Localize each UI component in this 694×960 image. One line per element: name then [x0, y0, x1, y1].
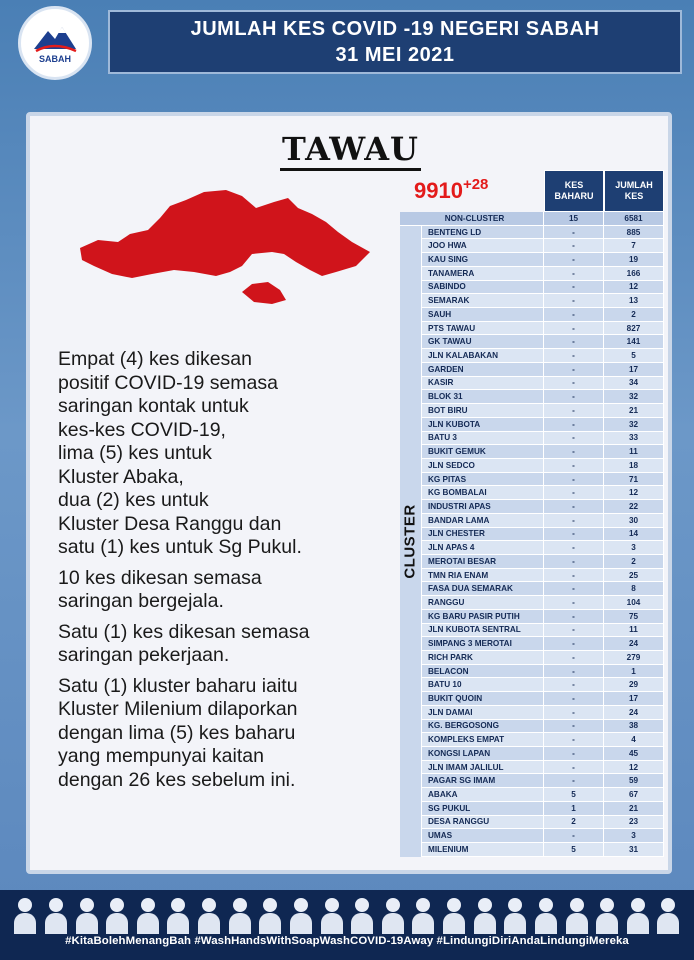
desc-line: Satu (1) kluster baharu iaitu	[58, 674, 298, 697]
table-row	[422, 239, 664, 253]
row-new: 1	[544, 802, 604, 816]
desc-line: dengan 26 kes sebelum ini.	[58, 768, 296, 791]
row-name: KG BARU PASIR PUTIH	[422, 610, 544, 624]
table-row	[422, 665, 664, 679]
table-row	[422, 349, 664, 363]
row-new: -	[544, 541, 604, 555]
row-total: 21	[604, 404, 664, 418]
row-total: 2	[604, 308, 664, 322]
row-total: 32	[604, 390, 664, 404]
row-total: 17	[604, 363, 664, 377]
row-name: KG PITAS	[422, 473, 544, 487]
row-name: SAUH	[422, 308, 544, 322]
cluster-rows	[400, 226, 664, 857]
row-new: -	[544, 582, 604, 596]
row-name: JLN KUBOTA SENTRAL	[422, 624, 544, 638]
row-total: 5	[604, 349, 664, 363]
row-new: -	[544, 692, 604, 706]
row-name: TMN RIA ENAM	[422, 569, 544, 583]
row-total: 4	[604, 733, 664, 747]
row-name: KG BOMBALAI	[422, 486, 544, 500]
row-new: -	[544, 473, 604, 487]
row-new: -	[544, 651, 604, 665]
row-name: FASA DUA SEMARAK	[422, 582, 544, 596]
table-row	[422, 404, 664, 418]
row-name: KOMPLEKS EMPAT	[422, 733, 544, 747]
person-icon	[412, 898, 434, 934]
row-new: -	[544, 404, 604, 418]
row-name: PAGAR SG IMAM	[422, 774, 544, 788]
desc-line: kes-kes COVID-19,	[58, 418, 226, 441]
row-name: BUKIT QUOIN	[422, 692, 544, 706]
desc-line: Kluster Abaka,	[58, 465, 184, 488]
row-total: 71	[604, 473, 664, 487]
row-total: 885	[604, 226, 664, 240]
row-total: 12	[604, 486, 664, 500]
row-total: 3	[604, 541, 664, 555]
row-total: 24	[604, 637, 664, 651]
row-total: 8	[604, 582, 664, 596]
person-icon	[321, 898, 343, 934]
table-row	[422, 322, 664, 336]
row-name: JLN CHESTER	[422, 528, 544, 542]
row-name: PTS TAWAU	[422, 322, 544, 336]
desc-line: Kluster Desa Ranggu dan	[58, 512, 282, 535]
row-total: 67	[604, 788, 664, 802]
desc-line: saringan pekerjaan.	[58, 644, 230, 666]
person-icon	[137, 898, 159, 934]
row-new: -	[544, 761, 604, 775]
table-row	[422, 253, 664, 267]
row-new: -	[544, 720, 604, 734]
person-icon	[290, 898, 312, 934]
row-name: JOO HWA	[422, 239, 544, 253]
row-name: GARDEN	[422, 363, 544, 377]
row-new: -	[544, 596, 604, 610]
table-row	[422, 802, 664, 816]
logo-text: SABAH	[38, 53, 71, 64]
row-new: -	[544, 239, 604, 253]
row-total: 21	[604, 802, 664, 816]
description-paragraph	[58, 621, 388, 668]
row-name: BANDAR LAMA	[422, 514, 544, 528]
person-icon	[535, 898, 557, 934]
row-total: 30	[604, 514, 664, 528]
row-name: JLN IMAM JALILUL	[422, 761, 544, 775]
row-new: -	[544, 459, 604, 473]
row-name: DESA RANGGU	[422, 816, 544, 830]
table-row	[422, 624, 664, 638]
row-name: BUKIT GEMUK	[422, 445, 544, 459]
table-row	[422, 651, 664, 665]
row-new: -	[544, 363, 604, 377]
table-row	[422, 432, 664, 446]
table-row	[422, 747, 664, 761]
row-total: 59	[604, 774, 664, 788]
row-name: TANAMERA	[422, 267, 544, 281]
hashtags: #KitaBolehMenangBah #WashHandsWithSoapWashCOVID-19Away #LindungiDiriAndaLindungiMereka	[65, 935, 629, 947]
table-row	[422, 377, 664, 391]
row-name: KONGSI LAPAN	[422, 747, 544, 761]
person-icon	[504, 898, 526, 934]
table-row	[422, 596, 664, 610]
row-total: 32	[604, 418, 664, 432]
desc-line: Kluster Milenium dilaporkan	[58, 698, 298, 720]
table-row	[422, 569, 664, 583]
row-name: BATU 10	[422, 678, 544, 692]
desc-line: yang mempunyai kaitan	[58, 745, 264, 767]
row-new: -	[544, 486, 604, 500]
row-total: 2	[604, 555, 664, 569]
row-new: 5	[544, 843, 604, 857]
table-row	[422, 774, 664, 788]
row-total: 11	[604, 445, 664, 459]
description	[58, 348, 388, 799]
new-cases-count: +28	[462, 176, 489, 193]
header	[108, 10, 682, 74]
row-new: -	[544, 500, 604, 514]
row-name: BENTENG LD	[422, 226, 544, 240]
row-name: SG PUKUL	[422, 802, 544, 816]
row-name: RANGGU	[422, 596, 544, 610]
people-row	[10, 894, 684, 934]
row-new: -	[544, 569, 604, 583]
cluster-label	[400, 226, 422, 857]
row-total: 11	[604, 624, 664, 638]
row-total: 166	[604, 267, 664, 281]
row-total: 141	[604, 335, 664, 349]
row-new: -	[544, 445, 604, 459]
row-new: -	[544, 377, 604, 391]
row-name: ABAKA	[422, 788, 544, 802]
area-title: TAWAU	[280, 130, 421, 171]
table-row	[422, 843, 664, 857]
row-new: -	[544, 390, 604, 404]
row-new: -	[544, 528, 604, 542]
row-name: KG. BERGOSONG	[422, 720, 544, 734]
table-row	[422, 473, 664, 487]
description-paragraph	[58, 348, 388, 560]
row-total: 827	[604, 322, 664, 336]
table-row	[422, 500, 664, 514]
row-new: -	[544, 610, 604, 624]
description-paragraph	[58, 675, 388, 793]
table-row	[422, 829, 664, 843]
row-name: BATU 3	[422, 432, 544, 446]
table-row	[422, 281, 664, 295]
row-total: 18	[604, 459, 664, 473]
row-total: 25	[604, 569, 664, 583]
row-name: UMAS	[422, 829, 544, 843]
row-new: 2	[544, 816, 604, 830]
row-new: -	[544, 432, 604, 446]
row-total: 12	[604, 281, 664, 295]
table-row	[422, 610, 664, 624]
table-row	[422, 418, 664, 432]
person-icon	[474, 898, 496, 934]
person-icon	[566, 898, 588, 934]
row-name: JLN SEDCO	[422, 459, 544, 473]
row-name: KASIR	[422, 377, 544, 391]
table-row	[422, 555, 664, 569]
table-row	[422, 294, 664, 308]
row-new: -	[544, 706, 604, 720]
page-title: JUMLAH KES COVID -19 NEGERI SABAH	[190, 18, 600, 40]
row-total: 1	[604, 665, 664, 679]
total-cases	[414, 176, 488, 204]
table-row	[422, 528, 664, 542]
tawau-map-icon	[74, 182, 374, 314]
table-row	[422, 733, 664, 747]
row-new: -	[544, 335, 604, 349]
row-total: 29	[604, 678, 664, 692]
cluster-label-text: CLUSTER	[402, 504, 419, 579]
row-name: JLN KUBOTA	[422, 418, 544, 432]
row-name: MEROTAI BESAR	[422, 555, 544, 569]
row-name: BLOK 31	[422, 390, 544, 404]
row-total: 34	[604, 377, 664, 391]
row-total: 23	[604, 816, 664, 830]
person-icon	[14, 898, 36, 934]
person-icon	[76, 898, 98, 934]
row-name: MILENIUM	[422, 843, 544, 857]
table-row	[422, 226, 664, 240]
desc-line: saringan kontak untuk	[58, 395, 249, 417]
table-row	[422, 788, 664, 802]
person-icon	[596, 898, 618, 934]
row-new: -	[544, 514, 604, 528]
row-new: -	[544, 637, 604, 651]
row-total: 19	[604, 253, 664, 267]
row-name: JLN KALABAKAN	[422, 349, 544, 363]
cluster-table	[400, 212, 664, 857]
table-row	[422, 363, 664, 377]
table-row	[422, 582, 664, 596]
table-row	[422, 390, 664, 404]
desc-line: satu (1) kes untuk Sg Pukul.	[58, 536, 302, 558]
row-total: 17	[604, 692, 664, 706]
row-total: 7	[604, 239, 664, 253]
row-new: -	[544, 322, 604, 336]
row-name: RICH PARK	[422, 651, 544, 665]
row-name: NON-CLUSTER	[400, 212, 544, 226]
row-new: -	[544, 665, 604, 679]
person-icon	[443, 898, 465, 934]
row-total: 45	[604, 747, 664, 761]
row-new: 15	[544, 212, 604, 226]
row-total: 38	[604, 720, 664, 734]
row-new: -	[544, 747, 604, 761]
row-total: 279	[604, 651, 664, 665]
row-total: 14	[604, 528, 664, 542]
page-date: 31 MEI 2021	[335, 44, 455, 66]
row-name: SABINDO	[422, 281, 544, 295]
person-icon	[229, 898, 251, 934]
person-icon	[106, 898, 128, 934]
table-row	[422, 459, 664, 473]
row-total: 33	[604, 432, 664, 446]
desc-line: 10 kes dikesan semasa	[58, 566, 262, 589]
description-paragraph	[58, 567, 388, 614]
header-new-cases: KES BAHARU	[544, 170, 604, 212]
row-total: 31	[604, 843, 664, 857]
row-new: -	[544, 774, 604, 788]
row-total: 3	[604, 829, 664, 843]
person-icon	[627, 898, 649, 934]
non-cluster-row	[400, 212, 664, 226]
row-name: INDUSTRI APAS	[422, 500, 544, 514]
row-new: -	[544, 226, 604, 240]
table-row	[422, 816, 664, 830]
desc-line: lima (5) kes untuk	[58, 442, 212, 464]
row-new: -	[544, 281, 604, 295]
sabah-logo	[18, 6, 92, 80]
footer-bar	[0, 890, 694, 960]
person-icon	[382, 898, 404, 934]
row-new: -	[544, 733, 604, 747]
row-new: -	[544, 418, 604, 432]
row-name: SEMARAK	[422, 294, 544, 308]
row-new: -	[544, 678, 604, 692]
row-new: 5	[544, 788, 604, 802]
row-new: -	[544, 267, 604, 281]
table-row	[422, 692, 664, 706]
row-total: 13	[604, 294, 664, 308]
person-icon	[259, 898, 281, 934]
row-total: 6581	[604, 212, 664, 226]
table-row	[422, 308, 664, 322]
row-name: BOT BIRU	[422, 404, 544, 418]
row-name: JLN APAS 4	[422, 541, 544, 555]
row-total: 104	[604, 596, 664, 610]
desc-line: Satu (1) kes dikesan semasa	[58, 620, 310, 643]
total-count: 9910	[414, 178, 463, 203]
table-row	[422, 637, 664, 651]
table-row	[422, 445, 664, 459]
table-row	[422, 720, 664, 734]
row-new: -	[544, 253, 604, 267]
table-row	[422, 706, 664, 720]
row-new: -	[544, 294, 604, 308]
row-total: 12	[604, 761, 664, 775]
table-row	[422, 267, 664, 281]
table-row	[422, 486, 664, 500]
desc-line: saringan bergejala.	[58, 590, 224, 612]
desc-line: dua (2) kes untuk	[58, 489, 209, 511]
person-icon	[657, 898, 679, 934]
person-icon	[167, 898, 189, 934]
row-name: GK TAWAU	[422, 335, 544, 349]
row-new: -	[544, 349, 604, 363]
table-row	[422, 761, 664, 775]
row-name: JLN DAMAI	[422, 706, 544, 720]
table-row	[422, 514, 664, 528]
row-total: 75	[604, 610, 664, 624]
row-name: KAU SING	[422, 253, 544, 267]
desc-line: dengan lima (5) kes baharu	[58, 721, 296, 744]
row-new: -	[544, 829, 604, 843]
row-new: -	[544, 308, 604, 322]
person-icon	[45, 898, 67, 934]
row-new: -	[544, 624, 604, 638]
header-total-cases: JUMLAH KES	[604, 170, 664, 212]
desc-line: positif COVID-19 semasa	[58, 371, 278, 394]
mountain-logo-icon	[32, 23, 78, 53]
person-icon	[198, 898, 220, 934]
row-new: -	[544, 555, 604, 569]
desc-line: Empat (4) kes dikesan	[58, 348, 253, 370]
main-panel	[26, 112, 672, 874]
row-total: 24	[604, 706, 664, 720]
row-name: BELACON	[422, 665, 544, 679]
table-row	[422, 335, 664, 349]
row-total: 22	[604, 500, 664, 514]
table-row	[422, 678, 664, 692]
person-icon	[351, 898, 373, 934]
row-name: SIMPANG 3 MEROTAI	[422, 637, 544, 651]
table-row	[422, 541, 664, 555]
